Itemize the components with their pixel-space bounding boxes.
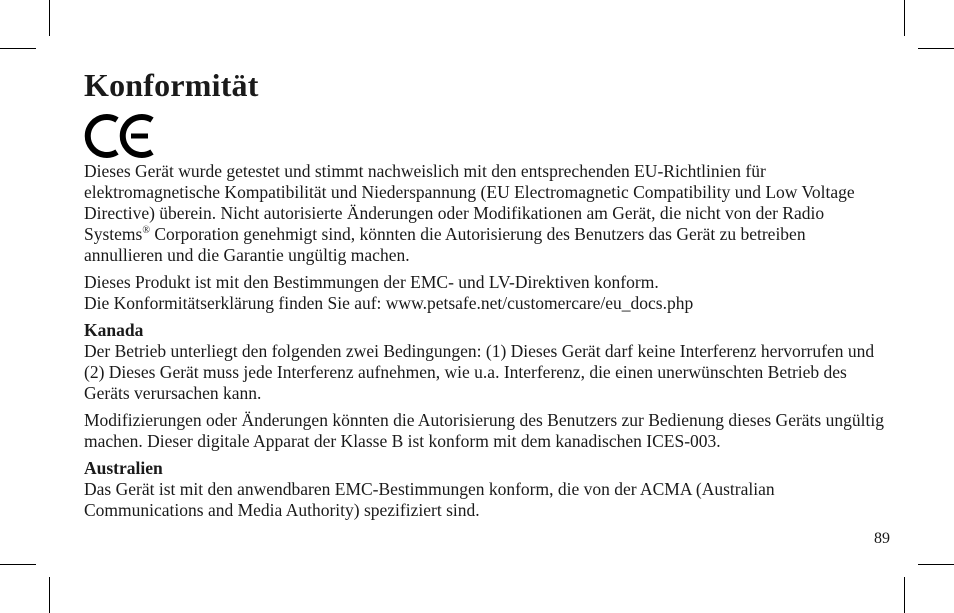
- directives-line: Dieses Produkt ist mit den Bestimmungen der EMC- und LV-Direktiven konform.: [84, 272, 659, 292]
- crop-mark-top-left-vertical: [49, 0, 50, 36]
- conformity-text-part-1: Dieses Gerät wurde getestet und stimmt nachweislich mit den entsprechenden EU-Richtlinien für elektromagnetische Kompatibilität und Niederspannung (EU Electromagnetic Compatibility und Low Voltage Directive) überein. Nicht autorisierte Änderungen oder Modifikationen am Gerät, die nicht von der Radio Systems: [84, 161, 855, 244]
- crop-mark-bottom-left-horizontal: [0, 564, 36, 565]
- canada-section: [84, 320, 884, 404]
- page-content: [84, 66, 884, 521]
- australia-heading: Australien: [84, 458, 163, 478]
- crop-mark-top-left-horizontal: [0, 48, 36, 49]
- conformity-paragraph: [84, 161, 884, 266]
- canada-paragraph-1: Der Betrieb unterliegt den folgenden zwei Bedingungen: (1) Dieses Gerät darf keine Interferenz hervorrufen und (2) Dieses Gerät muss jede Interferenz aufnehmen, wie u.a. Interferenz, die einen unerwünschten Betrieb des Geräts verursachen kann.: [84, 341, 875, 403]
- crop-mark-top-right-vertical: [904, 0, 905, 36]
- conformity-text-part-2: Corporation genehmigt sind, könnten die Autorisierung des Benutzers das Gerät zu betreiben annullieren und die Garantie ungültig machen.: [84, 224, 806, 265]
- crop-mark-bottom-right-horizontal: [918, 564, 954, 565]
- registered-mark: ®: [142, 225, 150, 237]
- page-title: Konformität: [84, 67, 259, 103]
- directives-paragraph: [84, 272, 884, 314]
- crop-mark-bottom-left-vertical: [49, 577, 50, 613]
- page-number: 89: [874, 530, 890, 547]
- canada-paragraph-2: Modifizierungen oder Änderungen könnten die Autorisierung des Benutzers zur Bedienung dieses Geräts ungültig machen. Dieser digitale Apparat der Klasse B ist konform mit dem kanadischen ICES-003.: [84, 410, 884, 451]
- australia-section: [84, 458, 884, 521]
- canada-heading: Kanada: [84, 320, 144, 340]
- crop-mark-bottom-right-vertical: [904, 577, 905, 613]
- declaration-link-line: Die Konformitätserklärung finden Sie auf: www.petsafe.net/customercare/eu_docs.php: [84, 293, 694, 313]
- australia-paragraph: Das Gerät ist mit den anwendbaren EMC-Bestimmungen konform, die von der ACMA (Australian Communications and Media Authority) spezifiziert sind.: [84, 479, 775, 520]
- ce-mark-icon: [84, 113, 156, 159]
- crop-mark-top-right-horizontal: [918, 48, 954, 49]
